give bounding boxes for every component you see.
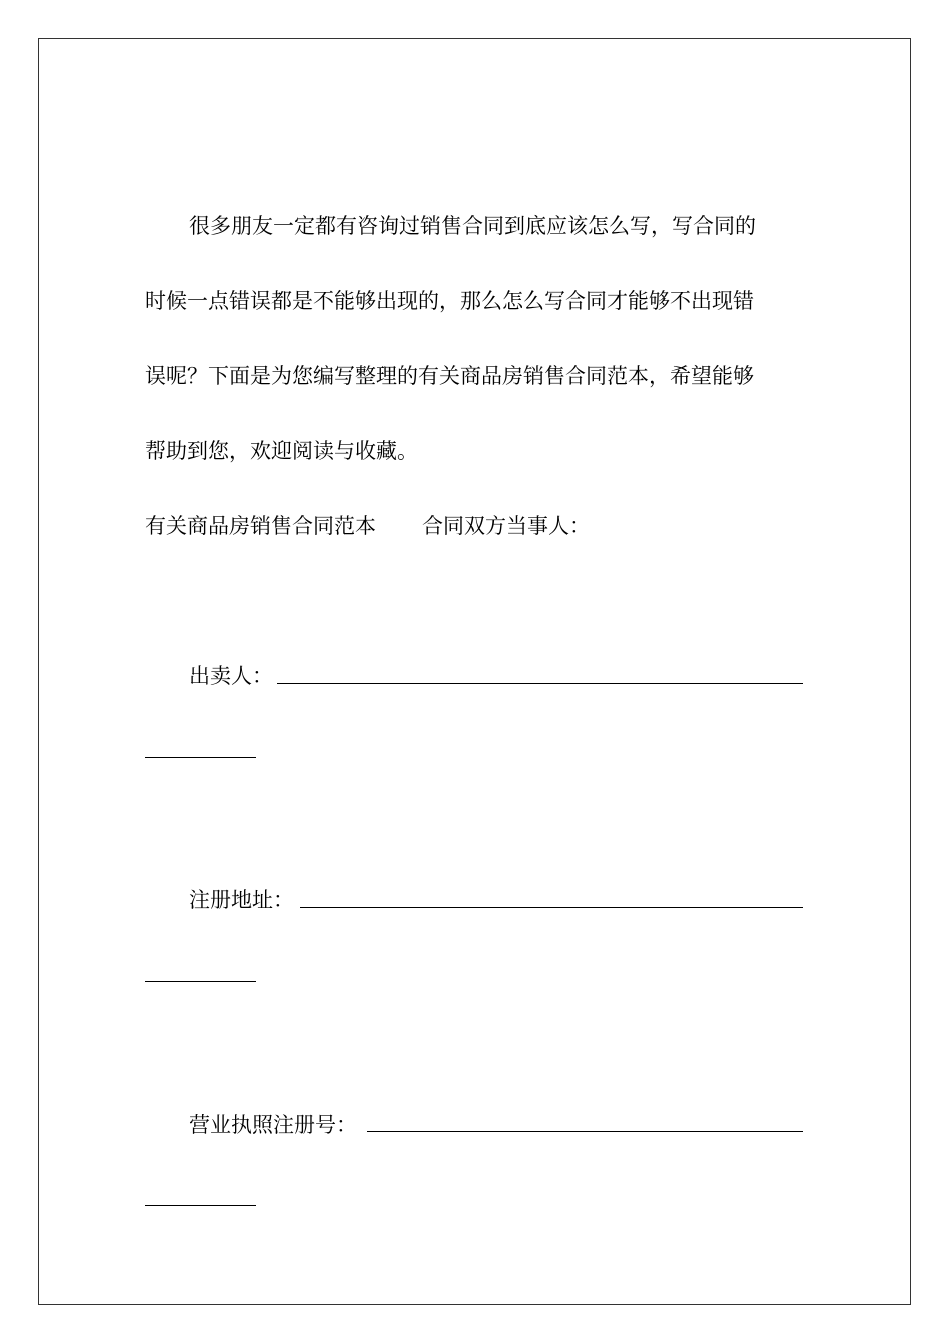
registered-address-underline[interactable] bbox=[300, 907, 803, 908]
contract-title-line bbox=[145, 514, 590, 538]
seller-underline[interactable] bbox=[277, 683, 803, 684]
seller-label: 出卖人： bbox=[189, 664, 273, 688]
registered-address-underline-continued[interactable] bbox=[145, 981, 256, 982]
contract-title: 有关商品房销售合同范本 bbox=[145, 514, 376, 538]
business-license-underline[interactable] bbox=[367, 1131, 803, 1132]
business-license-label: 营业执照注册号： bbox=[189, 1113, 357, 1137]
intro-line-2: 时候一点错误都是不能够出现的，那么怎么写合同才能够不出现错 bbox=[145, 289, 754, 313]
business-license-underline-continued[interactable] bbox=[145, 1205, 256, 1206]
intro-line-1: 很多朋友一定都有咨询过销售合同到底应该怎么写，写合同的 bbox=[189, 214, 756, 238]
parties-heading: 合同双方当事人： bbox=[422, 514, 590, 538]
registered-address-label: 注册地址： bbox=[189, 888, 294, 912]
intro-line-3: 误呢？下面是为您编写整理的有关商品房销售合同范本，希望能够 bbox=[145, 364, 754, 388]
intro-line-4: 帮助到您，欢迎阅读与收藏。 bbox=[145, 439, 418, 463]
seller-underline-continued[interactable] bbox=[145, 757, 256, 758]
